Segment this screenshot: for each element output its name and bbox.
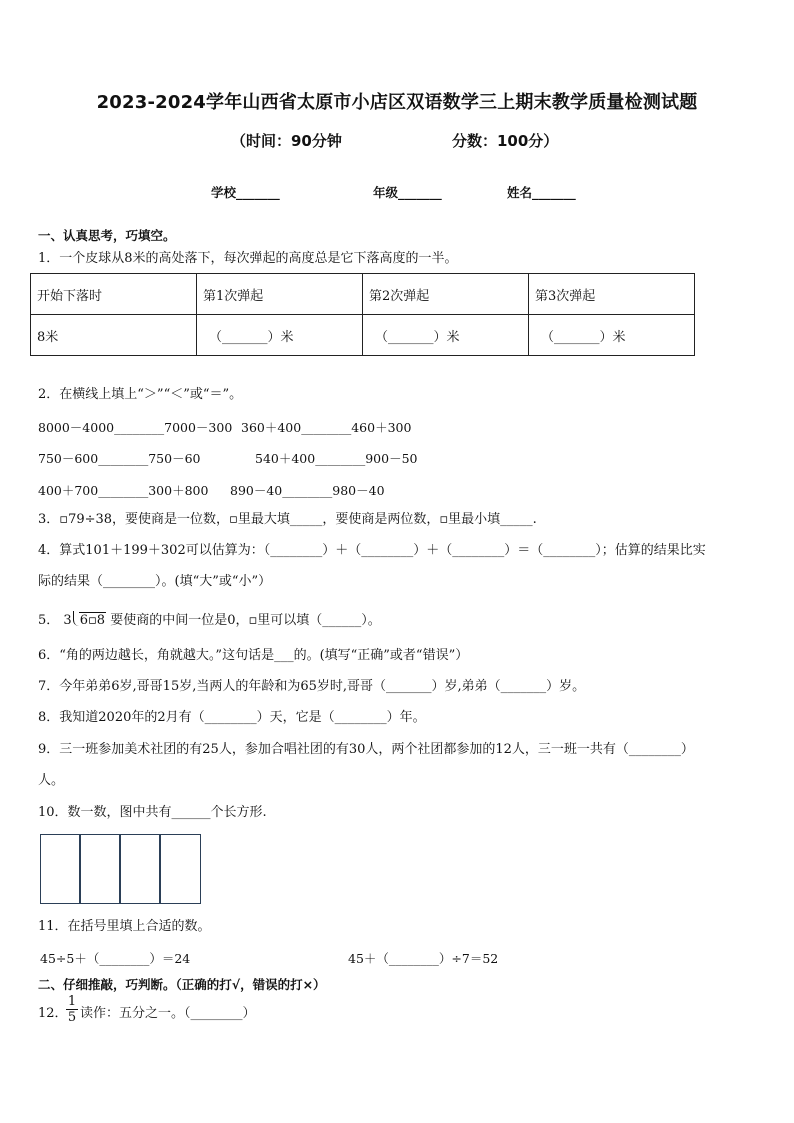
question-2: 2．在横线上填上“＞”“＜”或“＝”。 <box>38 387 243 402</box>
table-cell: （_______）米 <box>363 315 529 356</box>
school-field: 学校_______ <box>211 185 280 200</box>
table-cell: （_______）米 <box>197 315 363 356</box>
page-title: 2023-2024学年山西省太原市小店区双语数学三上期末教学质量检测试题 <box>96 92 698 113</box>
fraction-denominator: 5 <box>67 1010 77 1025</box>
question-9-line-1: 9．三一班参加美术社团的有25人，参加合唱社团的有30人，两个社团都参加的12人，三一班一共有（________） <box>38 742 694 757</box>
rectangle-cell <box>120 834 160 904</box>
question-6: 6．“角的两边越长，角就越大。”这句话是___的。(填写“正确”或者“错误”） <box>38 648 469 663</box>
compare-3a: 400＋700________300＋800 <box>38 483 209 498</box>
question-7: 7．今年弟弟6岁,哥哥15岁,当两人的年龄和为65岁时,哥哥（_______）岁,弟弟（_______）岁。 <box>38 679 586 694</box>
exam-score: 分数：100分） <box>452 132 559 150</box>
table-header-cell: 第1次弹起 <box>197 274 363 315</box>
compare-1a: 8000－4000________7000－300 <box>38 420 233 435</box>
question-11: 11．在括号里填上合适的数。 <box>38 919 211 934</box>
question-10: 10．数一数，图中共有______个长方形. <box>38 805 267 820</box>
question-4-line-2: 际的结果（________）。(填“大”或“小”） <box>38 574 272 589</box>
table-row <box>31 274 695 315</box>
question-5-number: 5． <box>38 613 60 628</box>
compare-1b: 360＋400________460＋300 <box>241 420 412 435</box>
question-1: 1．一个皮球从8米的高处落下，每次弹起的高度总是它下落高度的一半。 <box>38 251 458 266</box>
compare-2a: 750－600________750－60 <box>38 451 201 466</box>
section-2-title: 二、仔细推敲，巧判断。（正确的打√，错误的打×） <box>38 977 326 992</box>
table-cell: 8米 <box>31 315 197 356</box>
question-11b: 45＋（________）÷7＝52 <box>348 951 499 966</box>
question-9-line-2: 人。 <box>38 773 65 788</box>
rectangle-cell <box>160 834 201 904</box>
question-3: 3．▫79÷38，要使商是一位数，▫里最大填_____，要使商是两位数，▫里最小填_____. <box>38 512 537 527</box>
compare-3b: 890－40________980－40 <box>230 483 385 498</box>
question-5-text: 要使商的中间一位是0，▫里可以填（______）。 <box>110 613 381 628</box>
question-11a: 45÷5＋（________）＝24 <box>40 951 191 966</box>
table-header-cell: 开始下落时 <box>31 274 197 315</box>
question-4-line-1: 4．算式101＋199＋302可以估算为：（________）＋（________）＋（________）＝（________）；估算的结果比实 <box>38 543 706 558</box>
fraction-one-fifth <box>66 994 78 1026</box>
question-8: 8．我知道2020年的2月有（________）天，它是（________）年。 <box>38 710 426 725</box>
section-1-title: 一、认真思考，巧填空。 <box>38 228 176 243</box>
table-header-cell: 第2次弹起 <box>363 274 529 315</box>
division-bracket-icon <box>73 611 79 626</box>
divisor: 3 <box>63 613 72 628</box>
table-row <box>31 315 695 356</box>
exam-time: （时间：90分钟 <box>231 132 342 150</box>
dividend: 6▫8 <box>79 613 106 628</box>
table-header-cell: 第3次弹起 <box>529 274 695 315</box>
bounce-table <box>30 273 695 356</box>
fraction-numerator: 1 <box>67 994 77 1009</box>
question-12-text: 读作：五分之一。（________） <box>80 1006 256 1021</box>
question-5 <box>38 611 381 630</box>
compare-2b: 540＋400________900－50 <box>255 451 418 466</box>
long-division-symbol <box>63 611 106 630</box>
grade-field: 年级_______ <box>373 185 442 200</box>
question-12-number: 12． <box>38 1006 68 1021</box>
table-cell: （_______）米 <box>529 315 695 356</box>
rectangle-cell <box>40 834 80 904</box>
rectangle-cell <box>80 834 120 904</box>
name-field: 姓名_______ <box>507 185 576 200</box>
